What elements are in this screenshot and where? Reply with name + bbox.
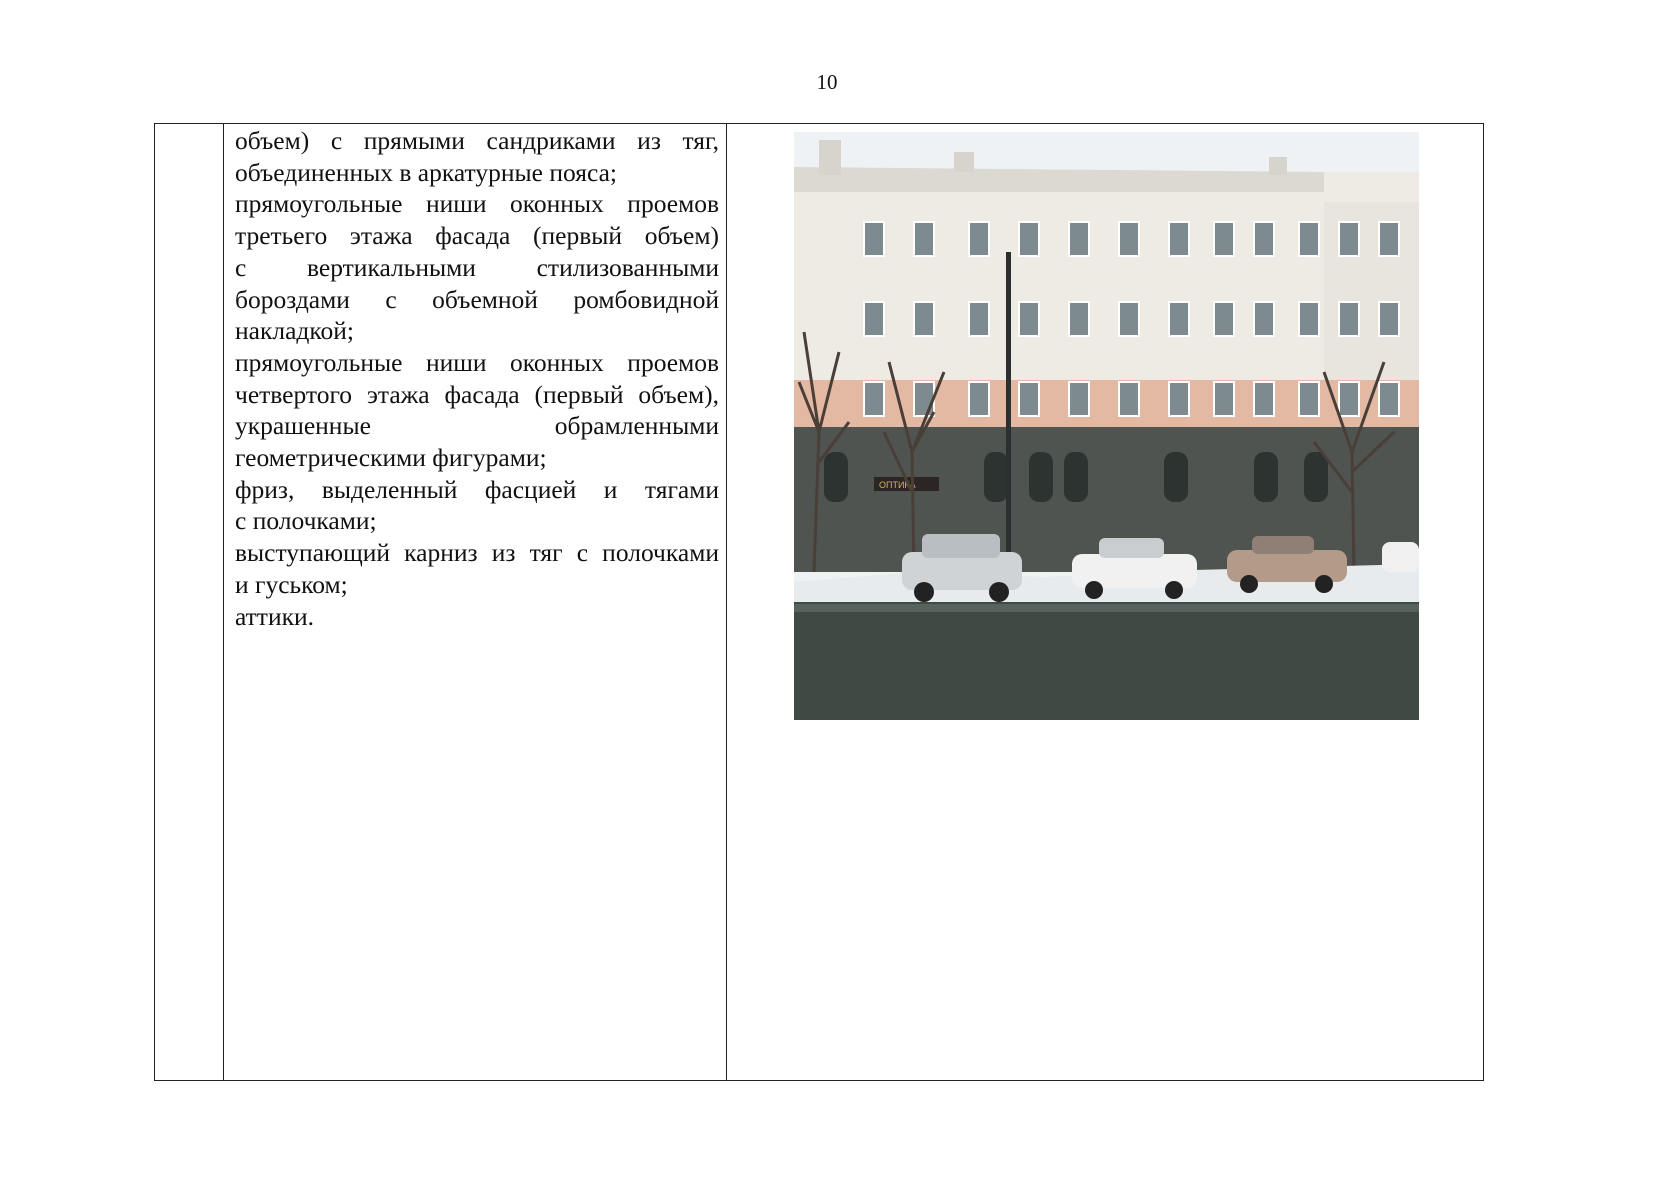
description-line: украшенные обрамленными: [235, 411, 719, 441]
description-line: с вертикальными стилизованными: [235, 252, 719, 282]
facade-window: [1069, 382, 1089, 416]
description-line: геометрическими фигурами;: [235, 443, 547, 473]
facade-window: [1019, 382, 1039, 416]
facade-window: [1379, 382, 1399, 416]
facade-window: [914, 382, 934, 416]
ground-floor-arch: [1304, 452, 1328, 502]
description-line: прямоугольные ниши оконных проемов: [235, 347, 719, 377]
description-line: аттики.: [235, 601, 315, 631]
facade-window: [969, 222, 989, 256]
facade-window: [1299, 222, 1319, 256]
facade-window: [1169, 302, 1189, 336]
facade-window: [1339, 222, 1359, 256]
facade-window: [1069, 302, 1089, 336]
facade-window: [1069, 222, 1089, 256]
page-number: 10: [816, 70, 838, 94]
description-line: третьего этажа фасада (первый объем): [235, 221, 719, 251]
description-line: объем) с прямыми сандриками из тяг,: [235, 126, 719, 155]
facade-window: [1339, 382, 1359, 416]
ground-floor-arch: [984, 452, 1008, 502]
facade-window: [1169, 382, 1189, 416]
facade-window: [969, 382, 989, 416]
facade-window: [1119, 302, 1139, 336]
description-line: и гуськом;: [235, 569, 348, 599]
description-line: объединенных в аркатурные пояса;: [235, 157, 617, 187]
ground-floor-arch: [1029, 452, 1053, 502]
facade-window: [1339, 302, 1359, 336]
facade-window: [1119, 222, 1139, 256]
shop-sign-text: ОПТИКА: [879, 480, 916, 490]
facade-window: [1299, 302, 1319, 336]
facade-window: [864, 382, 884, 416]
facade-window: [1254, 222, 1274, 256]
facade-window: [1379, 302, 1399, 336]
facade-window: [1254, 302, 1274, 336]
facade-window: [864, 222, 884, 256]
ground-floor-arch: [1064, 452, 1088, 502]
facade-window: [1169, 222, 1189, 256]
description-text-cell: [235, 125, 719, 632]
facade-window: [1019, 302, 1039, 336]
description-line: прямоугольные ниши оконных проемов: [235, 189, 719, 219]
facade-window: [1214, 382, 1234, 416]
facade-window: [1214, 302, 1234, 336]
facade-window: [1299, 382, 1319, 416]
description-line: четвертого этажа фасада (первый объем),: [235, 379, 719, 409]
description-line: фриз, выделенный фасцией и тягами: [235, 474, 719, 504]
description-table: [154, 123, 1484, 1081]
ground-floor-arch: [1254, 452, 1278, 502]
table-column-divider: [726, 124, 727, 1080]
facade-window: [864, 302, 884, 336]
facade-window: [1379, 222, 1399, 256]
facade-window: [969, 302, 989, 336]
facade-window: [914, 302, 934, 336]
table-column-divider: [223, 124, 224, 1080]
description-line: накладкой;: [235, 316, 354, 346]
facade-window: [1254, 382, 1274, 416]
facade-window: [1119, 382, 1139, 416]
ground-floor-arch: [824, 452, 848, 502]
facade-window: [1019, 222, 1039, 256]
description-line: выступающий карниз из тяг с полочками: [235, 538, 719, 568]
description-line: с полочками;: [235, 506, 377, 536]
facade-window: [914, 222, 934, 256]
description-line: бороздами с объемной ромбовидной: [235, 284, 719, 314]
ground-floor-arch: [1164, 452, 1188, 502]
building-facade-photo: [794, 132, 1419, 720]
facade-window: [1214, 222, 1234, 256]
